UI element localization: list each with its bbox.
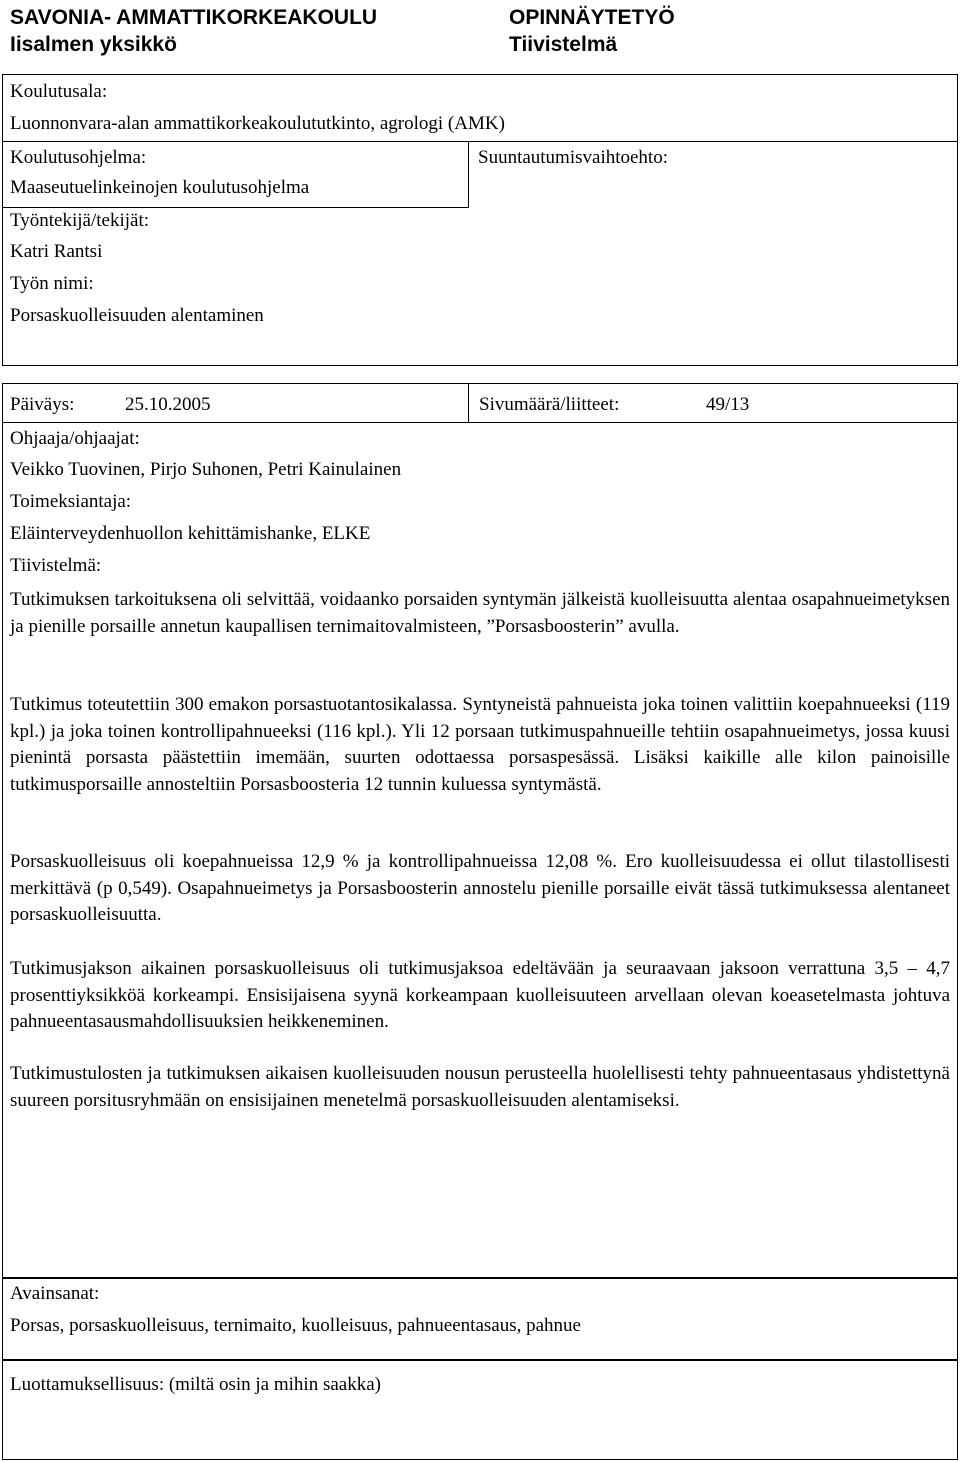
tyon-nimi-value: Porsaskuolleisuuden alentaminen — [10, 305, 264, 326]
abstract-box — [2, 383, 958, 1278]
suuntautumisvaihtoehto-label: Suuntautumisvaihtoehto: — [478, 147, 668, 168]
abstract-paragraph: Tutkimustulosten ja tutkimuksen aikaisen kuolleisuuden nousun perusteella huolellisesti tehty pahnueentasaus yhdistettynä suureen porsitusryhmään on ensisijainen menetelmä porsaskuolleisuuden alentamiseksi. — [10, 1063, 950, 1111]
abstract-paragraph: Porsaskuolleisuus oli koepahnueissa 12,9 % ja kontrollipahnueissa 12,08 %. Ero kuolleisuudessa ei ollut tilastollisesti merkittävä (p 0,549). Osapahnueimetys ja Porsasboosterin annostelu pienille porsaille eivät tässä tutkimuksessa alentaneet porsaskuolleisuutta. — [10, 851, 950, 925]
tyon-nimi-label: Työn nimi: — [10, 273, 94, 294]
tyontekija-value: Katri Rantsi — [10, 241, 103, 262]
divider — [468, 141, 469, 207]
ohjaaja-value: Veikko Tuovinen, Pirjo Suhonen, Petri Kainulainen — [10, 459, 402, 480]
tyontekija-label: Työntekijä/tekijät: — [10, 210, 150, 231]
divider — [2, 422, 958, 423]
document-type: OPINNÄYTETYÖ — [509, 6, 675, 29]
avainsanat-value: Porsas, porsaskuolleisuus, ternimaito, kuolleisuus, pahnueentasaus, pahnue — [10, 1315, 581, 1336]
sivumaara-value: 49/13 — [706, 394, 750, 415]
abstract-paragraph: Tutkimusjakson aikainen porsaskuolleisuus oli tutkimusjaksoa edeltävään ja seuraavaan jaksoon verrattuna 3,5 – 4,7 prosenttiyksikköä korkeampi. Ensisijaisena syynä korkeampaan kuolleisuuteen arvellaan olevan koeasetelmasta johtuva pahnueentasausmahdollisuuksien heikkeneminen. — [10, 958, 950, 1032]
paivays-value: 25.10.2005 — [125, 394, 211, 415]
sivumaara-label: Sivumäärä/liitteet: — [479, 394, 620, 415]
koulutusala-value: Luonnonvara-alan ammattikorkeakoulututkinto, agrologi (AMK) — [10, 113, 505, 134]
toimeksiantaja-value: Eläinterveydenhuollon kehittämishanke, ELKE — [10, 523, 371, 544]
divider — [468, 383, 469, 423]
divider — [2, 141, 958, 142]
koulutusohjelma-label: Koulutusohjelma: — [10, 147, 147, 168]
abstract-paragraph: Tutkimus toteutettiin 300 emakon porsastuotantosikalassa. Syntyneistä pahnueista joka toinen valittiin koepahnueeksi (119 kpl.) ja joka toinen kontrollipahnueeksi (116 kpl.). Yli 12 porsaan tutkimuspahnueille tehtiin osapahnueimetys, jossa kuusi pienintä porsasta päästettiin imemään, suurten odottaessa porsaspesässä. Lisäksi kaikille alle kilon painoisille tutkimusporsaille annosteltiin Porsasboosteria 12 tunnin kuluessa syntymästä. — [10, 694, 950, 795]
koulutusohjelma-value: Maaseutuelinkeinojen koulutusohjelma — [10, 177, 310, 198]
abstract-paragraph: Tutkimuksen tarkoituksena oli selvittää, voidaanko porsaiden syntymän jälkeistä kuolleisuutta alentaa osapahnueimetyksen ja pienille porsaille annetun kaupallisen ternimaitovalmisteen, ”Porsasboosterin” avulla. — [10, 589, 950, 637]
koulutusala-label: Koulutusala: — [10, 81, 108, 102]
tiivistelma-label: Tiivistelmä: — [10, 555, 102, 576]
institution-name: SAVONIA- AMMATTIKORKEAKOULU — [10, 6, 378, 29]
unit-name: Iisalmen yksikkö — [10, 33, 177, 56]
ohjaaja-label: Ohjaaja/ohjaajat: — [10, 428, 140, 449]
document-subtype: Tiivistelmä — [509, 33, 618, 56]
paivays-label: Päiväys: — [10, 394, 75, 415]
avainsanat-label: Avainsanat: — [10, 1283, 100, 1304]
luottamuksellisuus-label: Luottamuksellisuus: (miltä osin ja mihin saakka) — [10, 1374, 381, 1395]
toimeksiantaja-label: Toimeksiantaja: — [10, 491, 132, 512]
